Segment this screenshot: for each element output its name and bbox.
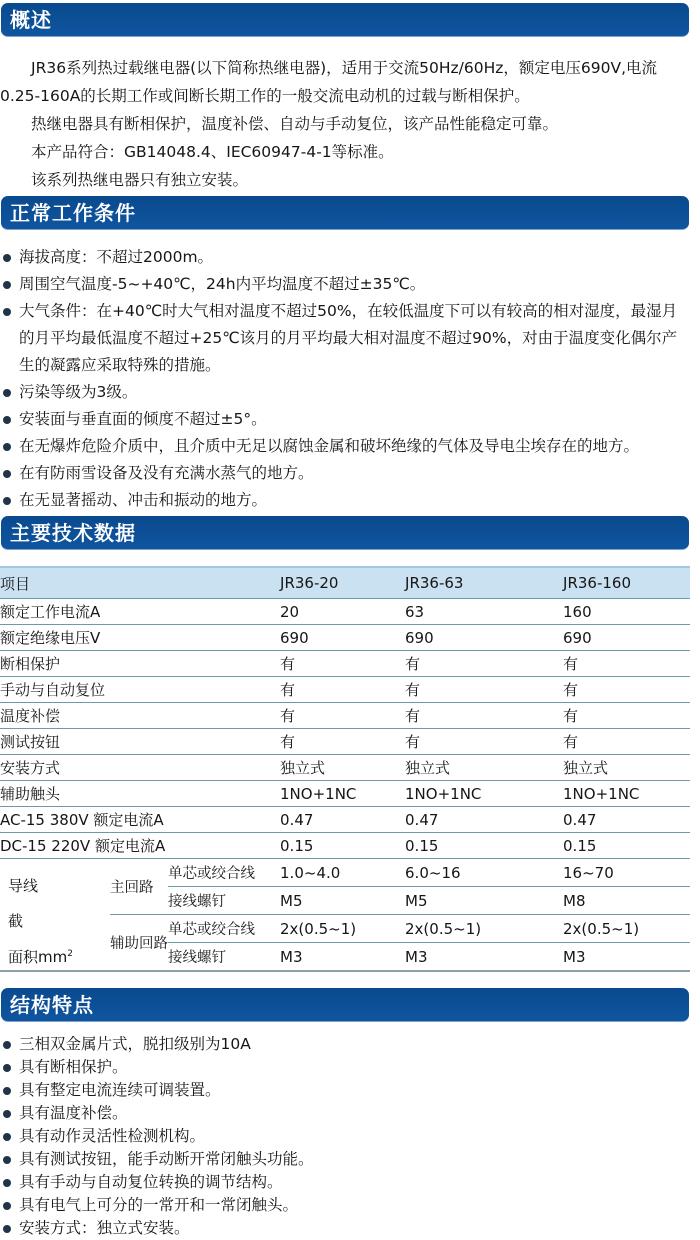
list-item: 具有电气上可分的一常开和一常闭触头。 — [0, 1194, 688, 1217]
overview-paragraph: 热继电器具有断相保护，温度补偿、自动与手动复位，该产品性能稳定可靠。 — [31, 115, 559, 133]
table-cell: 有 — [563, 703, 690, 729]
table-cell: 独立式 — [280, 755, 405, 781]
wire-sub-label: 接线螺钉 — [168, 887, 280, 915]
section-banner-working-conditions — [1, 196, 689, 230]
table-cell: 16~70 — [563, 859, 690, 887]
row-label: 手动与自动复位 — [0, 677, 280, 703]
table-cell: 有 — [405, 677, 563, 703]
table-cell: 有 — [280, 729, 405, 755]
table-cell: 20 — [280, 599, 405, 625]
table-cell: M3 — [405, 947, 428, 966]
table-cell: 0.15 — [280, 833, 405, 859]
section-title: 主要技术数据 — [10, 521, 136, 545]
list-item: 在无爆炸危险介质中，且介质中无足以腐蚀金属和破坏绝缘的气体及导电尘埃存在的地方。 — [0, 433, 688, 460]
table-cell: M5 — [280, 887, 405, 915]
row-label: AC-15 380V 额定电流A — [0, 807, 280, 833]
table-cell: 0.47 — [405, 807, 563, 833]
table-cell: 有 — [405, 729, 563, 755]
column-header: 项目 — [0, 567, 280, 599]
table-row — [0, 755, 690, 781]
section-title: 正常工作条件 — [10, 201, 136, 225]
table-cell: 有 — [563, 651, 690, 677]
column-header: JR36-160 — [563, 567, 690, 599]
overview-paragraph: 本产品符合：GB14048.4、IEC60947-4-1等标准。 — [31, 143, 394, 161]
table-row — [0, 651, 690, 677]
row-label: 安装方式 — [0, 755, 280, 781]
overview-paragraph: JR36系列热过载继电器(以下简称热继电器)，适用于交流50Hz/60Hz，额定电压690V,电流0.25-160A的长期工作或间断长期工作的一般交流电动机的过载与断相保护。 — [0, 59, 658, 105]
table-cell: 0.47 — [280, 807, 405, 833]
table-cell: 独立式 — [563, 755, 690, 781]
list-item: 具有断相保护。 — [0, 1056, 688, 1079]
table-row — [0, 729, 690, 755]
wire-sub-label: 接线螺钉 — [168, 950, 226, 966]
row-label: 辅助触头 — [0, 781, 280, 807]
section-title: 结构特点 — [10, 993, 94, 1017]
list-item: 在有防雨雪设备及没有充满水蒸气的地方。 — [0, 460, 688, 487]
table-cell: M3 — [280, 947, 303, 966]
table-cell: 6.0~16 — [405, 859, 563, 887]
row-label: 额定绝缘电压V — [0, 625, 280, 651]
table-header-row — [0, 567, 690, 599]
row-label: 断相保护 — [0, 651, 280, 677]
table-cell: 690 — [563, 625, 690, 651]
list-item: 具有温度补偿。 — [0, 1102, 688, 1125]
table-cell: 1NO+1NC — [405, 781, 563, 807]
list-item: 周围空气温度-5~+40℃，24h内平均温度不超过±35℃。 — [0, 271, 688, 298]
table-cell: 2x(0.5~1) — [405, 915, 563, 943]
list-item: 安装面与垂直面的倾度不超过±5°。 — [0, 406, 688, 433]
list-item: 大气条件：在+40℃时大气相对温度不超过50%，在较低温度下可以有较高的相对湿度，最湿月的月平均最低温度不超过+25℃该月的月平均最大相对温度不超过90%，对由于温度变化偶尔产生的凝露应采取特殊的措施。 — [0, 298, 688, 379]
table-cell: 690 — [405, 625, 563, 651]
table-cell: 1NO+1NC — [280, 781, 405, 807]
working-conditions-list — [0, 244, 700, 514]
section-banner-technical-data — [1, 516, 689, 550]
table-row — [0, 833, 690, 859]
wire-sub-label: 单芯或绞合线 — [168, 915, 280, 943]
list-item: 安装方式：独立式安装。 — [0, 1217, 688, 1240]
table-cell: 2x(0.5~1) — [280, 915, 405, 943]
table-row — [0, 781, 690, 807]
table-cell: 0.15 — [563, 833, 690, 859]
table-cell: 有 — [563, 677, 690, 703]
wire-section-label — [0, 859, 110, 972]
table-cell: 有 — [280, 703, 405, 729]
table-cell: 有 — [405, 703, 563, 729]
table-cell: 1NO+1NC — [563, 781, 690, 807]
list-item: 三相双金属片式，脱扣级别为10A — [0, 1033, 688, 1056]
table-cell: M5 — [405, 887, 563, 915]
table-row — [0, 677, 690, 703]
row-label: 温度补偿 — [0, 703, 280, 729]
section-title: 概述 — [10, 8, 52, 32]
list-item: 具有整定电流连续可调装置。 — [0, 1079, 688, 1102]
column-header: JR36-63 — [405, 567, 563, 599]
technical-data-table — [0, 566, 690, 972]
section-banner-overview — [1, 3, 689, 37]
overview-paragraph: 该系列热继电器只有独立安装。 — [31, 171, 249, 189]
table-cell: 2x(0.5~1) — [563, 915, 690, 943]
wire-label-line: 导线 — [8, 876, 39, 895]
table-cell: 690 — [280, 625, 405, 651]
table-cell: 1.0~4.0 — [280, 859, 405, 887]
list-item: 具有动作灵活性检测机构。 — [0, 1125, 688, 1148]
table-row — [0, 599, 690, 625]
section-banner-structure-features — [1, 988, 689, 1022]
row-label: 测试按钮 — [0, 729, 280, 755]
wire-label-line: 面积$mm^2$ — [8, 947, 73, 966]
table-cell: 160 — [563, 599, 690, 625]
column-header: JR36-20 — [280, 567, 405, 599]
table-cell: M3 — [563, 947, 586, 966]
table-cell: 有 — [280, 677, 405, 703]
overview-paragraphs — [0, 54, 690, 194]
wire-sub-label: 单芯或绞合线 — [168, 859, 280, 887]
row-label: DC-15 220V 额定电流A — [0, 833, 280, 859]
superscript: 2 — [67, 948, 73, 959]
row-label: 额定工作电流A — [0, 599, 280, 625]
list-item: 具有测试按钮，能手动断开常闭触头功能。 — [0, 1148, 688, 1171]
wire-group-label: 主回路 — [110, 859, 168, 915]
table-cell: 63 — [405, 599, 563, 625]
table-row — [0, 703, 690, 729]
datasheet-page — [0, 3, 700, 1240]
table-cell: M8 — [563, 887, 690, 915]
table-row-wire — [0, 859, 690, 887]
list-item: 在无显著摇动、冲击和振动的地方。 — [0, 487, 688, 514]
list-item: 海拔高度：不超过2000m。 — [0, 244, 688, 271]
wire-group-label: 辅助回路 — [110, 936, 168, 952]
wire-label-line: 截 — [8, 912, 24, 930]
list-item: 具有手动与自动复位转换的调节结构。 — [0, 1171, 688, 1194]
table-cell: 独立式 — [405, 755, 563, 781]
table-cell: 0.15 — [405, 833, 563, 859]
list-item: 污染等级为3级。 — [0, 379, 688, 406]
table-cell: 有 — [563, 729, 690, 755]
table-cell: 有 — [280, 651, 405, 677]
table-cell: 0.47 — [563, 807, 690, 833]
table-row — [0, 625, 690, 651]
table-row — [0, 807, 690, 833]
structure-features-list — [0, 1033, 700, 1240]
table-cell: 有 — [405, 651, 563, 677]
